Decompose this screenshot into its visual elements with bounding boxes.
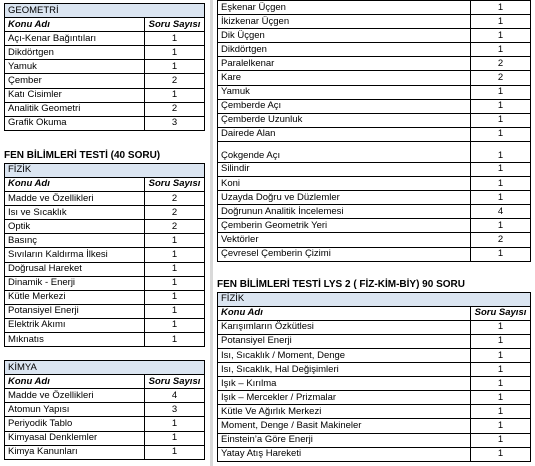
topic-cell: Açı-Kenar Bağıntıları (5, 32, 145, 46)
topic-cell: Uzayda Doğru ve Düzlemler (218, 191, 471, 205)
topic-cell: Kare (218, 71, 471, 85)
section-title: FİZİK (5, 163, 205, 177)
count-cell: 1 (145, 262, 205, 276)
topic-cell: Koni (218, 177, 471, 191)
count-cell: 1 (145, 304, 205, 318)
topic-cell: Isı ve Sıcaklık (5, 206, 145, 220)
count-cell: 1 (145, 60, 205, 74)
count-cell: 1 (145, 332, 205, 346)
topic-cell: Periyodik Tablo (5, 417, 145, 431)
header-count: Soru Sayısı (471, 306, 531, 320)
count-cell: 3 (145, 116, 205, 130)
topic-cell: Dairede Alan (218, 127, 471, 141)
count-cell: 1 (471, 405, 531, 419)
table-row (218, 348, 531, 362)
count-cell: 1 (145, 88, 205, 102)
table-row (218, 162, 531, 176)
count-cell: 1 (471, 127, 531, 141)
count-cell: 1 (471, 191, 531, 205)
count-cell: 1 (471, 43, 531, 57)
count-cell: 2 (145, 220, 205, 234)
topic-cell: Vektörler (218, 233, 471, 247)
count-cell: 1 (145, 445, 205, 459)
topic-cell: Paralelkenar (218, 57, 471, 71)
topic-cell: Grafik Okuma (5, 116, 145, 130)
table-row (218, 447, 531, 461)
table-row (218, 405, 531, 419)
topic-cell: Işık – Kırılma (218, 377, 471, 391)
count-cell: 1 (145, 46, 205, 60)
table-row (5, 116, 205, 130)
topic-cell: Potansiyel Enerji (5, 304, 145, 318)
count-cell: 2 (471, 57, 531, 71)
topic-cell: Yatay Atış Hareketi (218, 447, 471, 461)
table-row (218, 177, 531, 191)
table-row (218, 15, 531, 29)
count-cell: 2 (471, 233, 531, 247)
table-row (218, 391, 531, 405)
header-count: Soru Sayısı (145, 177, 205, 191)
kimya-table (4, 360, 205, 460)
count-cell: 1 (471, 113, 531, 127)
table-row (5, 276, 205, 290)
count-cell: 1 (145, 234, 205, 248)
table-row (5, 389, 205, 403)
topic-cell: Einstein’a Göre Enerji (218, 433, 471, 447)
topic-cell: Kimyasal Denklemler (5, 431, 145, 445)
table-row (5, 88, 205, 102)
header-topic: Konu Adı (5, 177, 145, 191)
table-row (5, 234, 205, 248)
header-topic: Konu Adı (5, 375, 145, 389)
topic-cell: Dikdörtgen (5, 46, 145, 60)
right-column (217, 0, 531, 462)
table-row (218, 219, 531, 233)
table-row (218, 320, 531, 334)
table-row (218, 334, 531, 348)
table-row (5, 60, 205, 74)
topic-cell: Isı, Sıcaklık / Moment, Denge (218, 348, 471, 362)
table-row (218, 205, 531, 219)
topic-cell: Sıvıların Kaldırma İlkesi (5, 248, 145, 262)
topic-cell: Çemberin Geometrik Yeri (218, 219, 471, 233)
count-cell: 1 (471, 363, 531, 377)
table-row (5, 262, 205, 276)
topic-cell: Moment, Denge / Basit Makineler (218, 419, 471, 433)
table-row (218, 1, 531, 15)
header-topic: Konu Adı (5, 18, 145, 32)
topic-cell: Çemberde Açı (218, 99, 471, 113)
count-cell: 2 (145, 206, 205, 220)
geometri-continued-table (217, 0, 531, 262)
count-cell: 1 (145, 417, 205, 431)
topic-cell: Çemberde Uzunluk (218, 113, 471, 127)
topic-cell: Çevresel Çemberin Çizimi (218, 247, 471, 261)
topic-cell: Dinamik - Enerji (5, 276, 145, 290)
left-column (4, 0, 205, 460)
fizik-table (4, 163, 205, 347)
count-cell: 1 (471, 391, 531, 405)
topic-cell: Potansiyel Enerji (218, 334, 471, 348)
topic-cell: Karışımların Özkütlesi (218, 320, 471, 334)
topic-cell: Silindir (218, 162, 471, 176)
table-row (5, 32, 205, 46)
topic-cell: Yamuk (218, 85, 471, 99)
table-row (5, 248, 205, 262)
table-row (218, 99, 531, 113)
count-cell: 2 (145, 192, 205, 206)
count-cell: 1 (471, 177, 531, 191)
topic-cell: Madde ve Özellikleri (5, 192, 145, 206)
count-cell: 2 (145, 102, 205, 116)
table-row (5, 403, 205, 417)
lys-test-title: FEN BİLİMLERİ TESTİ LYS 2 ( FİZ-KİM-BİY) 90 SORU (217, 278, 465, 290)
table-row (5, 417, 205, 431)
topic-cell: Çokgende Açı (218, 141, 471, 162)
table-row (5, 431, 205, 445)
table-row (5, 220, 205, 234)
count-cell: 1 (471, 320, 531, 334)
topic-cell: Dikdörtgen (218, 43, 471, 57)
table-row (218, 191, 531, 205)
table-row (218, 247, 531, 261)
table-row (218, 29, 531, 43)
header-count: Soru Sayısı (145, 18, 205, 32)
section-title: FİZİK (218, 292, 531, 306)
topic-cell: Elektrik Akımı (5, 318, 145, 332)
topic-cell: Basınç (5, 234, 145, 248)
topic-cell: Dik Üçgen (218, 29, 471, 43)
count-cell: 1 (471, 419, 531, 433)
lys-fizik-table (217, 292, 531, 462)
count-cell: 1 (471, 1, 531, 15)
count-cell: 1 (471, 348, 531, 362)
topic-cell: Doğrusal Hareket (5, 262, 145, 276)
topic-cell: Madde ve Özellikleri (5, 389, 145, 403)
topic-cell: Kimya Kanunları (5, 445, 145, 459)
table-row (218, 363, 531, 377)
topic-cell: İkizkenar Üçgen (218, 15, 471, 29)
topic-cell: Atomun Yapısı (5, 403, 145, 417)
count-cell: 1 (145, 431, 205, 445)
table-row (5, 46, 205, 60)
table-row (5, 102, 205, 116)
count-cell: 1 (471, 334, 531, 348)
topic-cell: Işık – Mercekler / Prizmalar (218, 391, 471, 405)
table-row (5, 290, 205, 304)
table-row (5, 318, 205, 332)
table-row (218, 57, 531, 71)
topic-cell: Kütle Ve Ağırlık Merkezi (218, 405, 471, 419)
topic-cell: Eşkenar Üçgen (218, 1, 471, 15)
count-cell: 1 (145, 32, 205, 46)
table-row (218, 113, 531, 127)
topic-cell: Doğrunun Analitik İncelemesi (218, 205, 471, 219)
topic-cell: Mıknatıs (5, 332, 145, 346)
table-row (218, 71, 531, 85)
column-divider (210, 0, 213, 466)
count-cell: 1 (471, 15, 531, 29)
table-row (218, 433, 531, 447)
topic-cell: Analitik Geometri (5, 102, 145, 116)
table-row (5, 192, 205, 206)
count-cell: 1 (471, 141, 531, 162)
fen-test-title: FEN BİLİMLERİ TESTİ (40 SORU) (4, 149, 161, 161)
table-row (5, 74, 205, 88)
geometri-table (4, 3, 205, 131)
table-row (218, 233, 531, 247)
count-cell: 4 (471, 205, 531, 219)
table-row (218, 85, 531, 99)
topic-cell: Yamuk (5, 60, 145, 74)
count-cell: 1 (471, 433, 531, 447)
count-cell: 1 (145, 318, 205, 332)
header-count: Soru Sayısı (145, 375, 205, 389)
table-row (218, 141, 531, 162)
header-topic: Konu Adı (218, 306, 471, 320)
count-cell: 1 (471, 29, 531, 43)
count-cell: 1 (145, 248, 205, 262)
table-row (218, 377, 531, 391)
table-row (5, 445, 205, 459)
table-row (5, 206, 205, 220)
table-row (218, 127, 531, 141)
section-title: KİMYA (5, 361, 205, 375)
table-row (218, 419, 531, 433)
count-cell: 4 (145, 389, 205, 403)
count-cell: 2 (145, 74, 205, 88)
count-cell: 1 (471, 219, 531, 233)
topic-cell: Isı, Sıcaklık, Hal Değişimleri (218, 363, 471, 377)
topic-cell: Katı Cisimler (5, 88, 145, 102)
count-cell: 1 (145, 290, 205, 304)
table-row (218, 43, 531, 57)
section-title: GEOMETRİ (5, 4, 205, 18)
count-cell: 1 (471, 377, 531, 391)
topic-cell: Optik (5, 220, 145, 234)
count-cell: 1 (145, 276, 205, 290)
count-cell: 1 (471, 247, 531, 261)
count-cell: 1 (471, 85, 531, 99)
count-cell: 1 (471, 447, 531, 461)
count-cell: 1 (471, 162, 531, 176)
table-row (5, 332, 205, 346)
count-cell: 3 (145, 403, 205, 417)
topic-cell: Kütle Merkezi (5, 290, 145, 304)
table-row (5, 304, 205, 318)
count-cell: 2 (471, 71, 531, 85)
topic-cell: Çember (5, 74, 145, 88)
count-cell: 1 (471, 99, 531, 113)
